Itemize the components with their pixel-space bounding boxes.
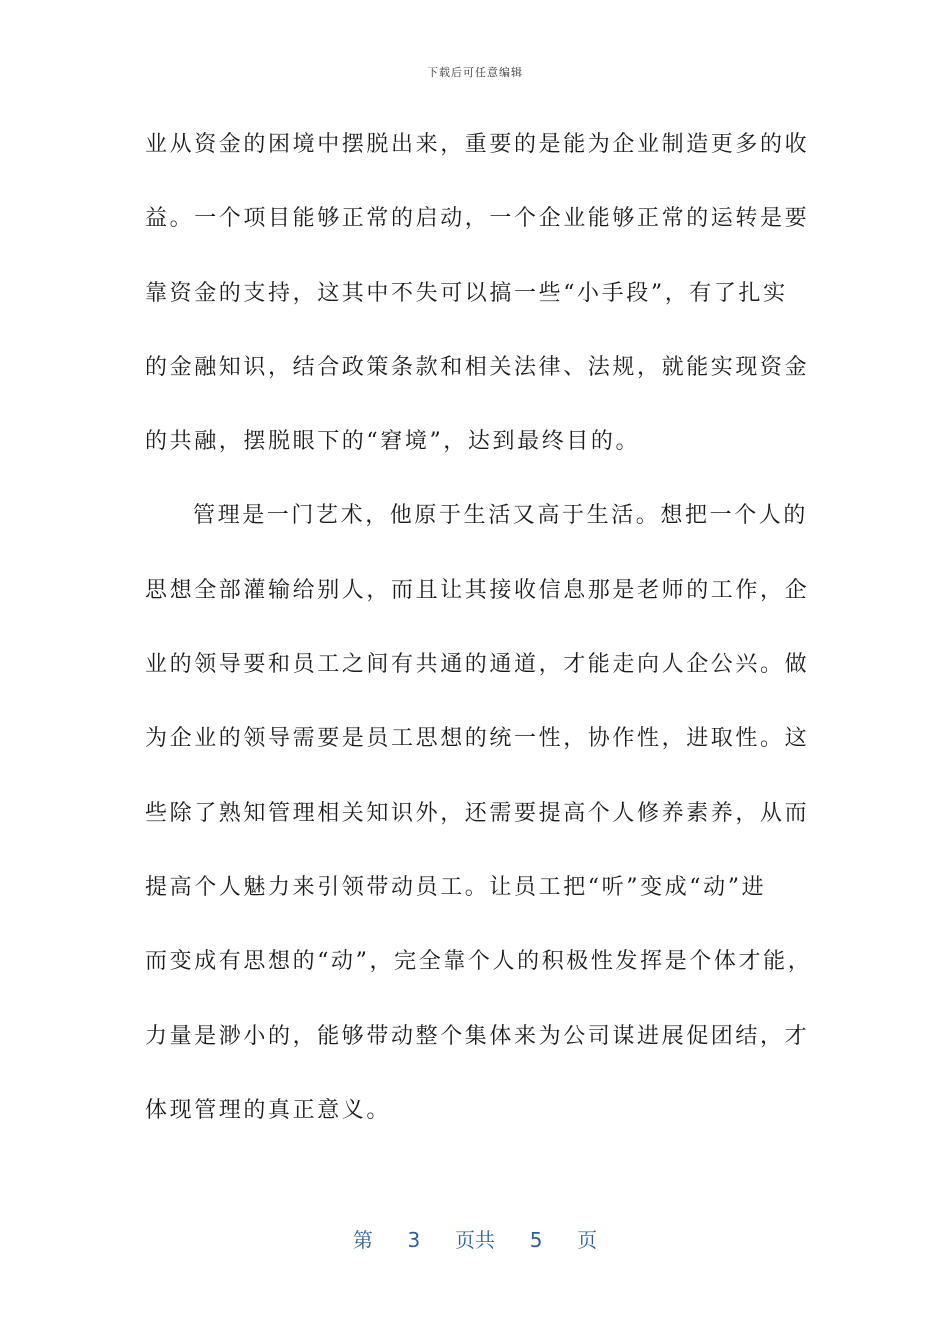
text-line: 的金融知识，结合政策条款和相关法律、法规，就能实现资金 [145, 354, 810, 380]
text-line: 益。一个项目能够正常的启动，一个企业能够正常的运转是要 [145, 206, 810, 232]
page-header: 下载后可任意编辑 [427, 66, 523, 79]
text-line: 思想全部灌输给别人，而且让其接收信息那是老师的工作，企 [145, 577, 810, 603]
page-footer [0, 1224, 950, 1253]
page-prefix: 第 [352, 1228, 373, 1252]
text-line: 体现管理的真正意义。 [145, 1097, 392, 1123]
text-line: 而变成有思想的“动”，完全靠个人的积极性发挥是个体才能， [145, 949, 813, 975]
text-line: 业的领导要和员工之间有共通的通道，才能走向人企公兴。做 [145, 652, 810, 678]
page-mid: 页共 [455, 1228, 495, 1252]
total-pages-number: 5 [529, 1228, 543, 1252]
text-line: 提高个人魅力来引领带动员工。让员工把“听”变成“动”进 [145, 874, 767, 900]
text-line: 力量是渺小的，能够带动整个集体来为公司谋进展促团结，才 [145, 1023, 810, 1049]
page-suffix: 页 [577, 1228, 598, 1252]
text-line: 些除了熟知管理相关知识外，还需要提高个人修养素养，从而 [145, 800, 810, 826]
text-line: 为企业的领导需要是员工思想的统一性，协作性，进取性。这 [145, 726, 810, 752]
document-body [145, 118, 813, 1158]
text-line: 的共融，摆脱眼下的“窘境”，达到最终目的。 [145, 429, 641, 455]
text-line: 业从资金的困境中摆脱出来，重要的是能为企业制造更多的收 [145, 132, 810, 157]
paragraph-first-line: 管理是一门艺术，他原于生活又高于生活。想把一个人的 [193, 503, 809, 529]
text-line: 靠资金的支持，这其中不失可以搞一些“小手段”，有了扎实 [145, 280, 788, 306]
current-page-number: 3 [407, 1228, 421, 1252]
